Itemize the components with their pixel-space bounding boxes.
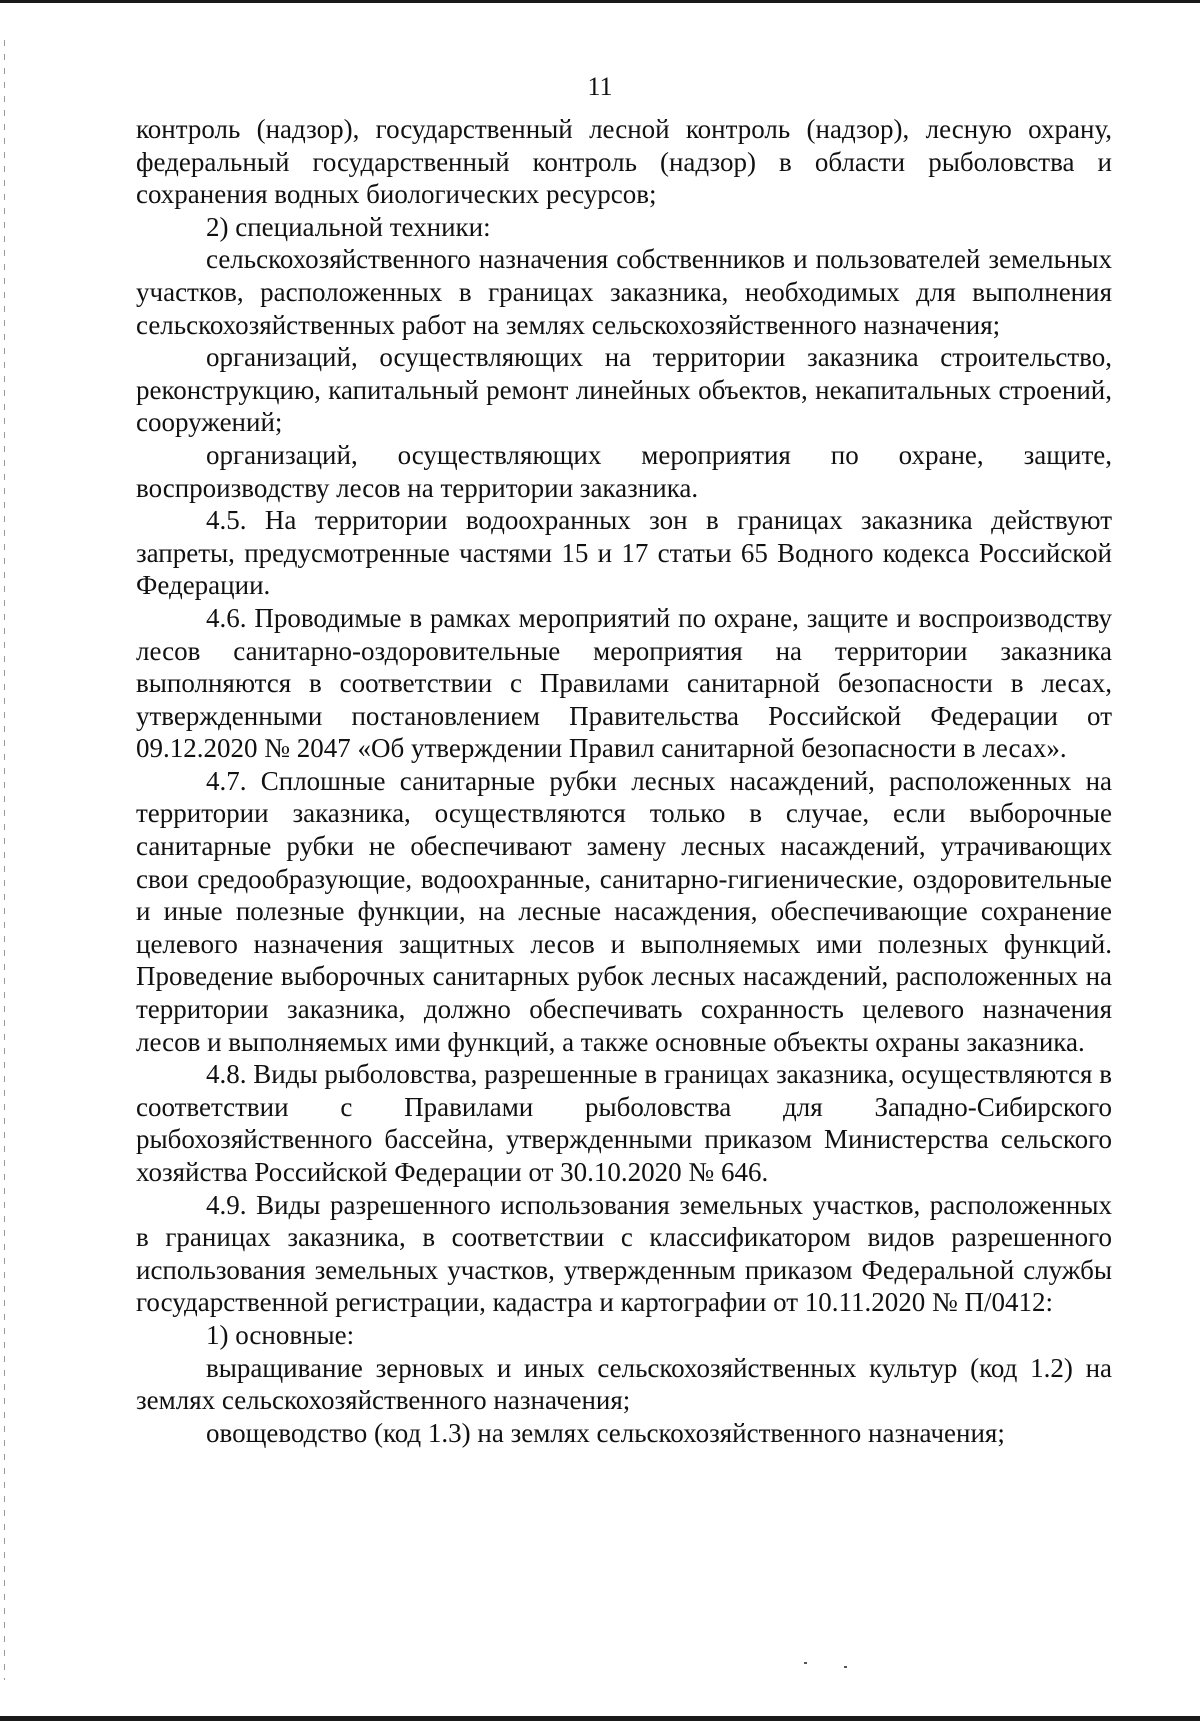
page-number: 11 (587, 72, 613, 101)
paragraph-agricultural-owners: сельскохозяйственного назначения собственников и пользователей земельных участков, расположенных в границах заказника, необходимых для выполнения сельскохозяйственных работ на землях сельскохозяйственного назначения; (136, 244, 1112, 340)
paragraph-main-uses-heading: 1) основные: (206, 1319, 355, 1350)
paragraph-4-5: 4.5. На территории водоохранных зон в границах заказника действуют запреты, предусмотренные частями 15 и 17 статьи 65 Водного кодекса Российской Федерации. (136, 505, 1112, 601)
document-body (136, 113, 1112, 1449)
paragraph-special-equipment: 2) специальной техники: (206, 211, 491, 242)
paragraph-construction-organizations: организаций, осуществляющих на территории заказника строительство, реконструкцию, капитальный ремонт линейных объектов, некапитальных строений, сооружений; (136, 342, 1112, 438)
scan-bottom-edge (0, 1716, 1200, 1721)
paragraph-grain-crops: выращивание зерновых и иных сельскохозяйственных культур (код 1.2) на землях сельскохозяйственного назначения; (136, 1352, 1112, 1416)
paragraph-forest-organizations: организаций, осуществляющих мероприятия по охране, защите, воспроизводству лесов на территории заказника. (136, 439, 1112, 503)
paragraph-vegetable-growing: овощеводство (код 1.3) на землях сельскохозяйственного назначения; (206, 1417, 1005, 1448)
scan-top-edge (0, 0, 1200, 3)
paragraph-4-6: 4.6. Проводимые в рамках мероприятий по охране, защите и воспроизводству лесов санитарно-оздоровительные мероприятия на территории заказника выполняются в соответствии с Правилами санитарной безопасности в лесах, утвержденными постановлением Правительства Российской Федерации от 09.12.2020 № 2047 «Об утверждении Правил санитарной безопасности в лесах». (136, 602, 1112, 764)
scan-specks (800, 1660, 860, 1670)
paragraph-continuation: контроль (надзор), государственный лесной контроль (надзор), лесную охрану, федеральный государственный контроль (надзор) в области рыболовства и сохранения водных биологических ресурсов; (136, 114, 1112, 210)
scan-left-edge (4, 40, 5, 1680)
paragraph-4-8: 4.8. Виды рыболовства, разрешенные в границах заказника, осуществляются в соответствии с Правилами рыболовства для Западно-Сибирского рыбохозяйственного бассейна, утвержденными приказом Министерства сельского хозяйства Российской Федерации от 30.10.2020 № 646. (136, 1059, 1112, 1187)
paragraph-4-9: 4.9. Виды разрешенного использования земельных участков, расположенных в границах заказника, в соответствии с классификатором видов разрешенного использования земельных участков, утвержденным приказом Федеральной службы государственной регистрации, кадастра и картографии от 10.11.2020 № П/0412: (136, 1189, 1112, 1318)
paragraph-4-7: 4.7. Сплошные санитарные рубки лесных насаждений, расположенных на территории заказника, осуществляются только в случае, если выборочные санитарные рубки не обеспечивают замену лесных насаждений, утрачивающих свои средообразующие, водоохранные, санитарно-гигиенические, оздоровительные и иные полезные функции, на лесные насаждения, обеспечивающие сохранение целевого назначения защитных лесов и выполняемых ими полезных функций. Проведение выборочных санитарных рубок лесных насаждений, расположенных на территории заказника, должно обеспечивать сохранность целевого назначения лесов и выполняемых ими функций, а также основные объекты охраны заказника. (136, 765, 1112, 1057)
